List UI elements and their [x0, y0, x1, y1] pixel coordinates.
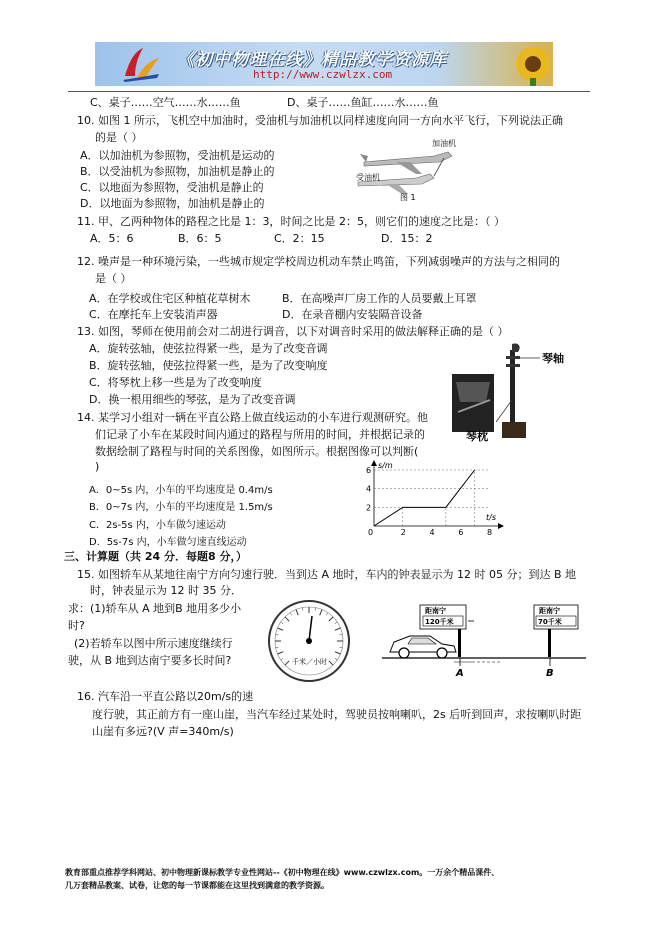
q13-option-c: C．将琴枕上移一些是为了改变响度: [89, 376, 262, 389]
tanker-label: 加油机: [432, 139, 456, 148]
q15-sub-line1: 求：(1)轿车从 A 地到B 地用多少小: [68, 602, 242, 615]
sign-a-value: 120千米: [425, 618, 454, 626]
q13-option-d: D．换一根用细些的琴弦，是为了改变音调: [89, 393, 296, 406]
q14-option-b: B．0~7s 内，小车的平均速度是 1.5m/s: [89, 502, 273, 513]
sign-b-title: 距南宁: [539, 607, 560, 615]
q12-option-c: C．在摩托车上安装消声器: [89, 308, 218, 321]
st-xtick-label: 8: [487, 528, 493, 537]
erhu-peg-label: 琴轴: [542, 352, 564, 365]
section3-heading: 三、计算题（共 24 分．每题8 分，）: [64, 550, 247, 563]
st-origin-label: 0: [368, 528, 374, 537]
q10-stem-line1: 10. 如图 1 所示，飞机空中加油时，受油机与加油机以同样速度向同一方向水平飞行，下列说法正确: [77, 114, 563, 127]
q10-option-d: D．以地面为参照物，加油机是静止的: [80, 197, 265, 210]
site-title: 《初中物理在线》精品教学资源库: [177, 50, 447, 70]
figure1-refueling-planes: [356, 136, 472, 204]
q13-stem: 13. 如图，琴师在使用前会对二胡进行调音，以下对调音时采用的做法解释正确的是（ ）: [77, 325, 509, 338]
st-chart: [360, 458, 510, 538]
q11-option-a: A．5：6: [90, 232, 134, 245]
q11-option-c: C．2：15: [274, 232, 325, 245]
q14-option-a: A．0~5s 内，小车的平均速度是 0.4m/s: [89, 485, 273, 496]
q15-stem-line1: 15. 如图轿车从某地往南宁方向匀速行驶．当到达 A 地时，车内的钟表显示为 12 时 05 分；到达 B 地: [77, 568, 577, 581]
st-ylabel: s/m: [378, 461, 393, 470]
q12-option-a: A．在学校或住宅区种植花草树木: [89, 292, 251, 305]
st-xlabel: t/s: [486, 513, 496, 522]
point-b-label: B: [546, 668, 554, 679]
st-xtick-label: 4: [429, 528, 435, 537]
footer-line2: 几万套精品教案、试卷，让您的每一节课都能在这里找到满意的教学资源。: [65, 881, 329, 890]
speedometer-figure: [264, 598, 354, 684]
q14-stem-line1: 14. 某学习小组对一辆在平直公路上做直线运动的小车进行观测研究。他: [77, 411, 428, 424]
q15-sub-line3: (2)若轿车以图中所示速度继续行: [74, 637, 233, 650]
q11-stem: 11. 甲、乙两种物体的路程之比是 1：3，时间之比是 2：5，则它们的速度之比是：（ ）: [77, 215, 505, 228]
figure1-caption: 图 1: [400, 193, 416, 202]
erhu-nut-label: 琴枕: [466, 430, 488, 442]
q14-stem-line2: 们记录了小车在某段时间内通过的路程与所用的时间，并根据记录的: [95, 428, 425, 441]
receiver-label: 受油机: [356, 173, 380, 182]
q12-option-d: D．在录音棚内安装隔音设备: [282, 308, 423, 321]
q9-option-d: D、桌子……鱼缸……水……鱼: [287, 96, 439, 109]
sign-b-value: 70千米: [538, 618, 562, 626]
q16-stem-line3: 山崖有多远?(V 声=340m/s): [92, 725, 234, 738]
q14-option-d: D．5s-7s 内，小车做匀速直线运动: [89, 537, 247, 548]
erhu-figure: [452, 342, 582, 442]
header-divider: [68, 91, 590, 92]
q11-option-d: D．15：2: [381, 232, 433, 245]
q16-stem-line2: 度行驶，其正前方有一座山崖，当汽车经过某处时，驾驶员按响喇叭，2s 后听到回声，求按喇叭时距: [92, 708, 582, 721]
header-banner: [95, 42, 553, 86]
q10-option-a: A．以加油机为参照物，受油机是运动的: [80, 149, 275, 162]
q9-option-c: C、桌子……空气……水……鱼: [90, 96, 241, 109]
q11-option-b: B．6：5: [178, 232, 222, 245]
q16-stem-line1: 16. 汽车沿一平直公路以20m/s的速: [77, 690, 254, 703]
q13-option-b: B．旋转弦轴，使弦拉得紧一些，是为了改变响度: [89, 359, 328, 372]
st-ytick-label: 2: [366, 503, 372, 513]
st-chart-axes: [371, 460, 504, 529]
st-ytick-label: 4: [366, 484, 372, 494]
sunflower-icon: [513, 44, 553, 86]
q15-sub-line4: 驶，从 B 地到达南宁要多长时间?: [68, 654, 232, 667]
speedometer-unit: 千米／小时: [292, 658, 327, 666]
q14-stem-line3: 数据绘制了路程与时间的关系图像，如图所示。根据图像可以判断(: [95, 445, 419, 458]
q13-option-a: A．旋转弦轴，使弦拉得紧一些，是为了改变音调: [89, 342, 328, 355]
sign-a-title: 距南宁: [425, 607, 446, 615]
q14-stem-line4: ): [95, 460, 100, 473]
site-logo-icon: [121, 46, 161, 82]
footer-line1: 教育部重点推荐学科网站、初中物理新课标教学专业性网站--《初中物理在线》www.czwlzx.com。一万余个精品课件、: [65, 868, 500, 877]
q12-option-b: B．在高噪声厂房工作的人员要戴上耳罩: [282, 292, 477, 305]
st-xtick-label: 2: [400, 528, 406, 537]
point-a-label: A: [456, 668, 464, 679]
st-ytick-label: 6: [366, 466, 372, 475]
q14-option-c: C．2s-5s 内，小车做匀速运动: [89, 520, 226, 531]
road-figure: [382, 602, 590, 682]
q15-stem-line2: 时，钟表显示为 12 时 35 分．: [90, 584, 242, 597]
site-url[interactable]: http://www.czwlzx.com: [253, 68, 393, 81]
q15-sub-line2: 时?: [68, 619, 85, 632]
q10-stem-line2: 的是（ ）: [95, 131, 143, 144]
st-xtick-label: 6: [458, 528, 464, 537]
q10-option-c: C．以地面为参照物，受油机是静止的: [80, 181, 264, 194]
q12-stem-line2: 是（ ）: [95, 272, 132, 285]
st-chart-line: [374, 470, 475, 526]
q12-stem-line1: 12. 噪声是一种环境污染，一些城市规定学校周边机动车禁止鸣笛，下列减弱噪声的方法与之相同的: [77, 255, 560, 268]
q10-option-b: B．以受油机为参照物，加油机是静止的: [80, 165, 275, 178]
